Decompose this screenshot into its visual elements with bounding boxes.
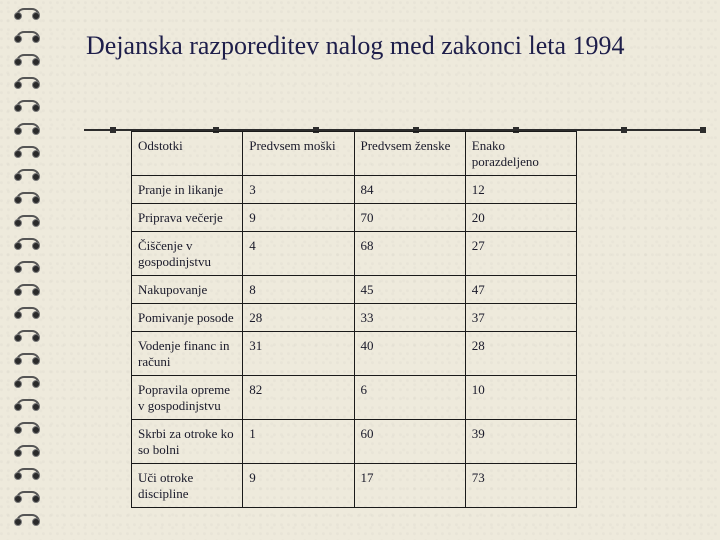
header-cell: Predvsem moški <box>243 132 354 176</box>
divider-dot <box>621 127 627 133</box>
table-cell: 1 <box>243 420 354 464</box>
table-cell: 4 <box>243 232 354 276</box>
table-cell: 8 <box>243 276 354 304</box>
binding-ring <box>12 261 42 275</box>
table-cell: 39 <box>465 420 576 464</box>
table-cell: 47 <box>465 276 576 304</box>
table-cell: 33 <box>354 304 465 332</box>
table-cell: 84 <box>354 176 465 204</box>
table-cell: 73 <box>465 464 576 508</box>
table-cell: 82 <box>243 376 354 420</box>
binding-ring <box>12 8 42 22</box>
table-row <box>132 176 577 204</box>
table-cell: 17 <box>354 464 465 508</box>
table-row <box>132 204 577 232</box>
table-cell: 12 <box>465 176 576 204</box>
binding-ring <box>12 468 42 482</box>
table-cell: 31 <box>243 332 354 376</box>
binding-ring <box>12 422 42 436</box>
table-cell: 45 <box>354 276 465 304</box>
header-cell: Enako porazdeljeno <box>465 132 576 176</box>
binding-ring <box>12 514 42 528</box>
table-cell: 70 <box>354 204 465 232</box>
table-cell: Pomivanje posode <box>132 304 243 332</box>
binding-ring <box>12 238 42 252</box>
binding-ring <box>12 77 42 91</box>
table-row <box>132 376 577 420</box>
binding-ring <box>12 146 42 160</box>
binding-ring <box>12 54 42 68</box>
table-cell: 68 <box>354 232 465 276</box>
binding-ring <box>12 330 42 344</box>
binding-ring <box>12 445 42 459</box>
table-cell: 3 <box>243 176 354 204</box>
table-cell: 28 <box>243 304 354 332</box>
table-cell: Nakupovanje <box>132 276 243 304</box>
binding-ring <box>12 169 42 183</box>
binding-ring <box>12 376 42 390</box>
binding-ring <box>12 123 42 137</box>
table-cell: 9 <box>243 464 354 508</box>
table-row <box>132 304 577 332</box>
binding-ring <box>12 192 42 206</box>
table-header-row <box>132 132 577 176</box>
data-table <box>131 131 577 508</box>
table-cell: 27 <box>465 232 576 276</box>
binding-ring <box>12 284 42 298</box>
divider-dot <box>700 127 706 133</box>
table-cell: 28 <box>465 332 576 376</box>
binding-ring <box>12 100 42 114</box>
table-cell: Pranje in likanje <box>132 176 243 204</box>
table-cell: Čiščenje v gospodinjstvu <box>132 232 243 276</box>
table-row <box>132 332 577 376</box>
table-cell: 10 <box>465 376 576 420</box>
header-cell: Odstotki <box>132 132 243 176</box>
table-row <box>132 232 577 276</box>
table-cell: 6 <box>354 376 465 420</box>
binding-ring <box>12 31 42 45</box>
table-cell: Popravila opreme v gospodinjstvu <box>132 376 243 420</box>
table-row <box>132 420 577 464</box>
binding-ring <box>12 353 42 367</box>
table-cell: 60 <box>354 420 465 464</box>
slide-title: Dejanska razporeditev nalog med zakonci leta 1994 <box>86 31 625 60</box>
binding-ring <box>12 307 42 321</box>
table-row <box>132 464 577 508</box>
table-cell: 37 <box>465 304 576 332</box>
table-cell: 20 <box>465 204 576 232</box>
table-cell: 9 <box>243 204 354 232</box>
table-cell: 40 <box>354 332 465 376</box>
table-cell: Priprava večerje <box>132 204 243 232</box>
binding-ring <box>12 399 42 413</box>
divider-dot <box>110 127 116 133</box>
binding-ring <box>12 491 42 505</box>
binding-ring <box>12 215 42 229</box>
table-cell: Skrbi za otroke ko so bolni <box>132 420 243 464</box>
table-row <box>132 276 577 304</box>
header-cell: Predvsem ženske <box>354 132 465 176</box>
table-cell: Vodenje financ in računi <box>132 332 243 376</box>
table-cell: Uči otroke discipline <box>132 464 243 508</box>
spiral-binding <box>0 0 52 540</box>
